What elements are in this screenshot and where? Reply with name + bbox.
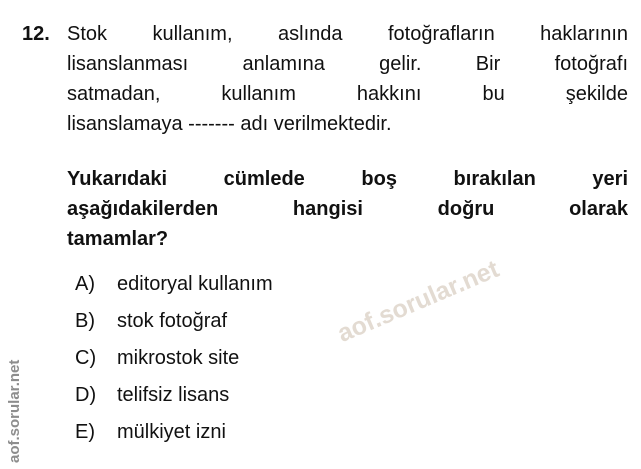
watermark-diagonal: aof.sorular.net: [333, 254, 503, 348]
option-text: stok fotoğraf: [117, 310, 228, 332]
question-prompt-line: aşağıdakilerden hangisi doğru olarak: [67, 198, 628, 220]
option-a: [75, 266, 555, 303]
option-text: telifsiz lisans: [117, 384, 230, 406]
option-c: [75, 340, 555, 377]
question-body-line: lisanslanması anlamına gelir. Bir fotoğrafı: [67, 53, 628, 75]
option-letter: E): [75, 421, 95, 443]
question-prompt: [67, 164, 628, 254]
option-b: [75, 303, 555, 340]
option-letter: C): [75, 347, 97, 369]
question-body: [67, 19, 628, 139]
option-text: mikrostok site: [117, 347, 240, 369]
option-letter: A): [75, 273, 95, 295]
option-d: [75, 377, 555, 414]
question-body-line: Stok kullanım, aslında fotoğrafların haklarının: [67, 23, 628, 45]
watermark-vertical: aof.sorular.net: [6, 359, 23, 463]
question-number: 12.: [22, 23, 50, 45]
option-text: mülkiyet izni: [117, 421, 226, 443]
option-e: [75, 414, 555, 451]
question-prompt-line: Yukarıdaki cümlede boş bırakılan yeri: [67, 168, 628, 190]
option-text: editoryal kullanım: [117, 273, 273, 295]
question-prompt-line: tamamlar?: [67, 228, 169, 250]
option-letter: D): [75, 384, 97, 406]
options-list: [75, 266, 555, 451]
question-body-line: satmadan, kullanım hakkını bu şekilde: [67, 83, 628, 105]
option-letter: B): [75, 310, 95, 332]
question-body-line: lisanslamaya ------- adı verilmektedir.: [67, 113, 392, 135]
